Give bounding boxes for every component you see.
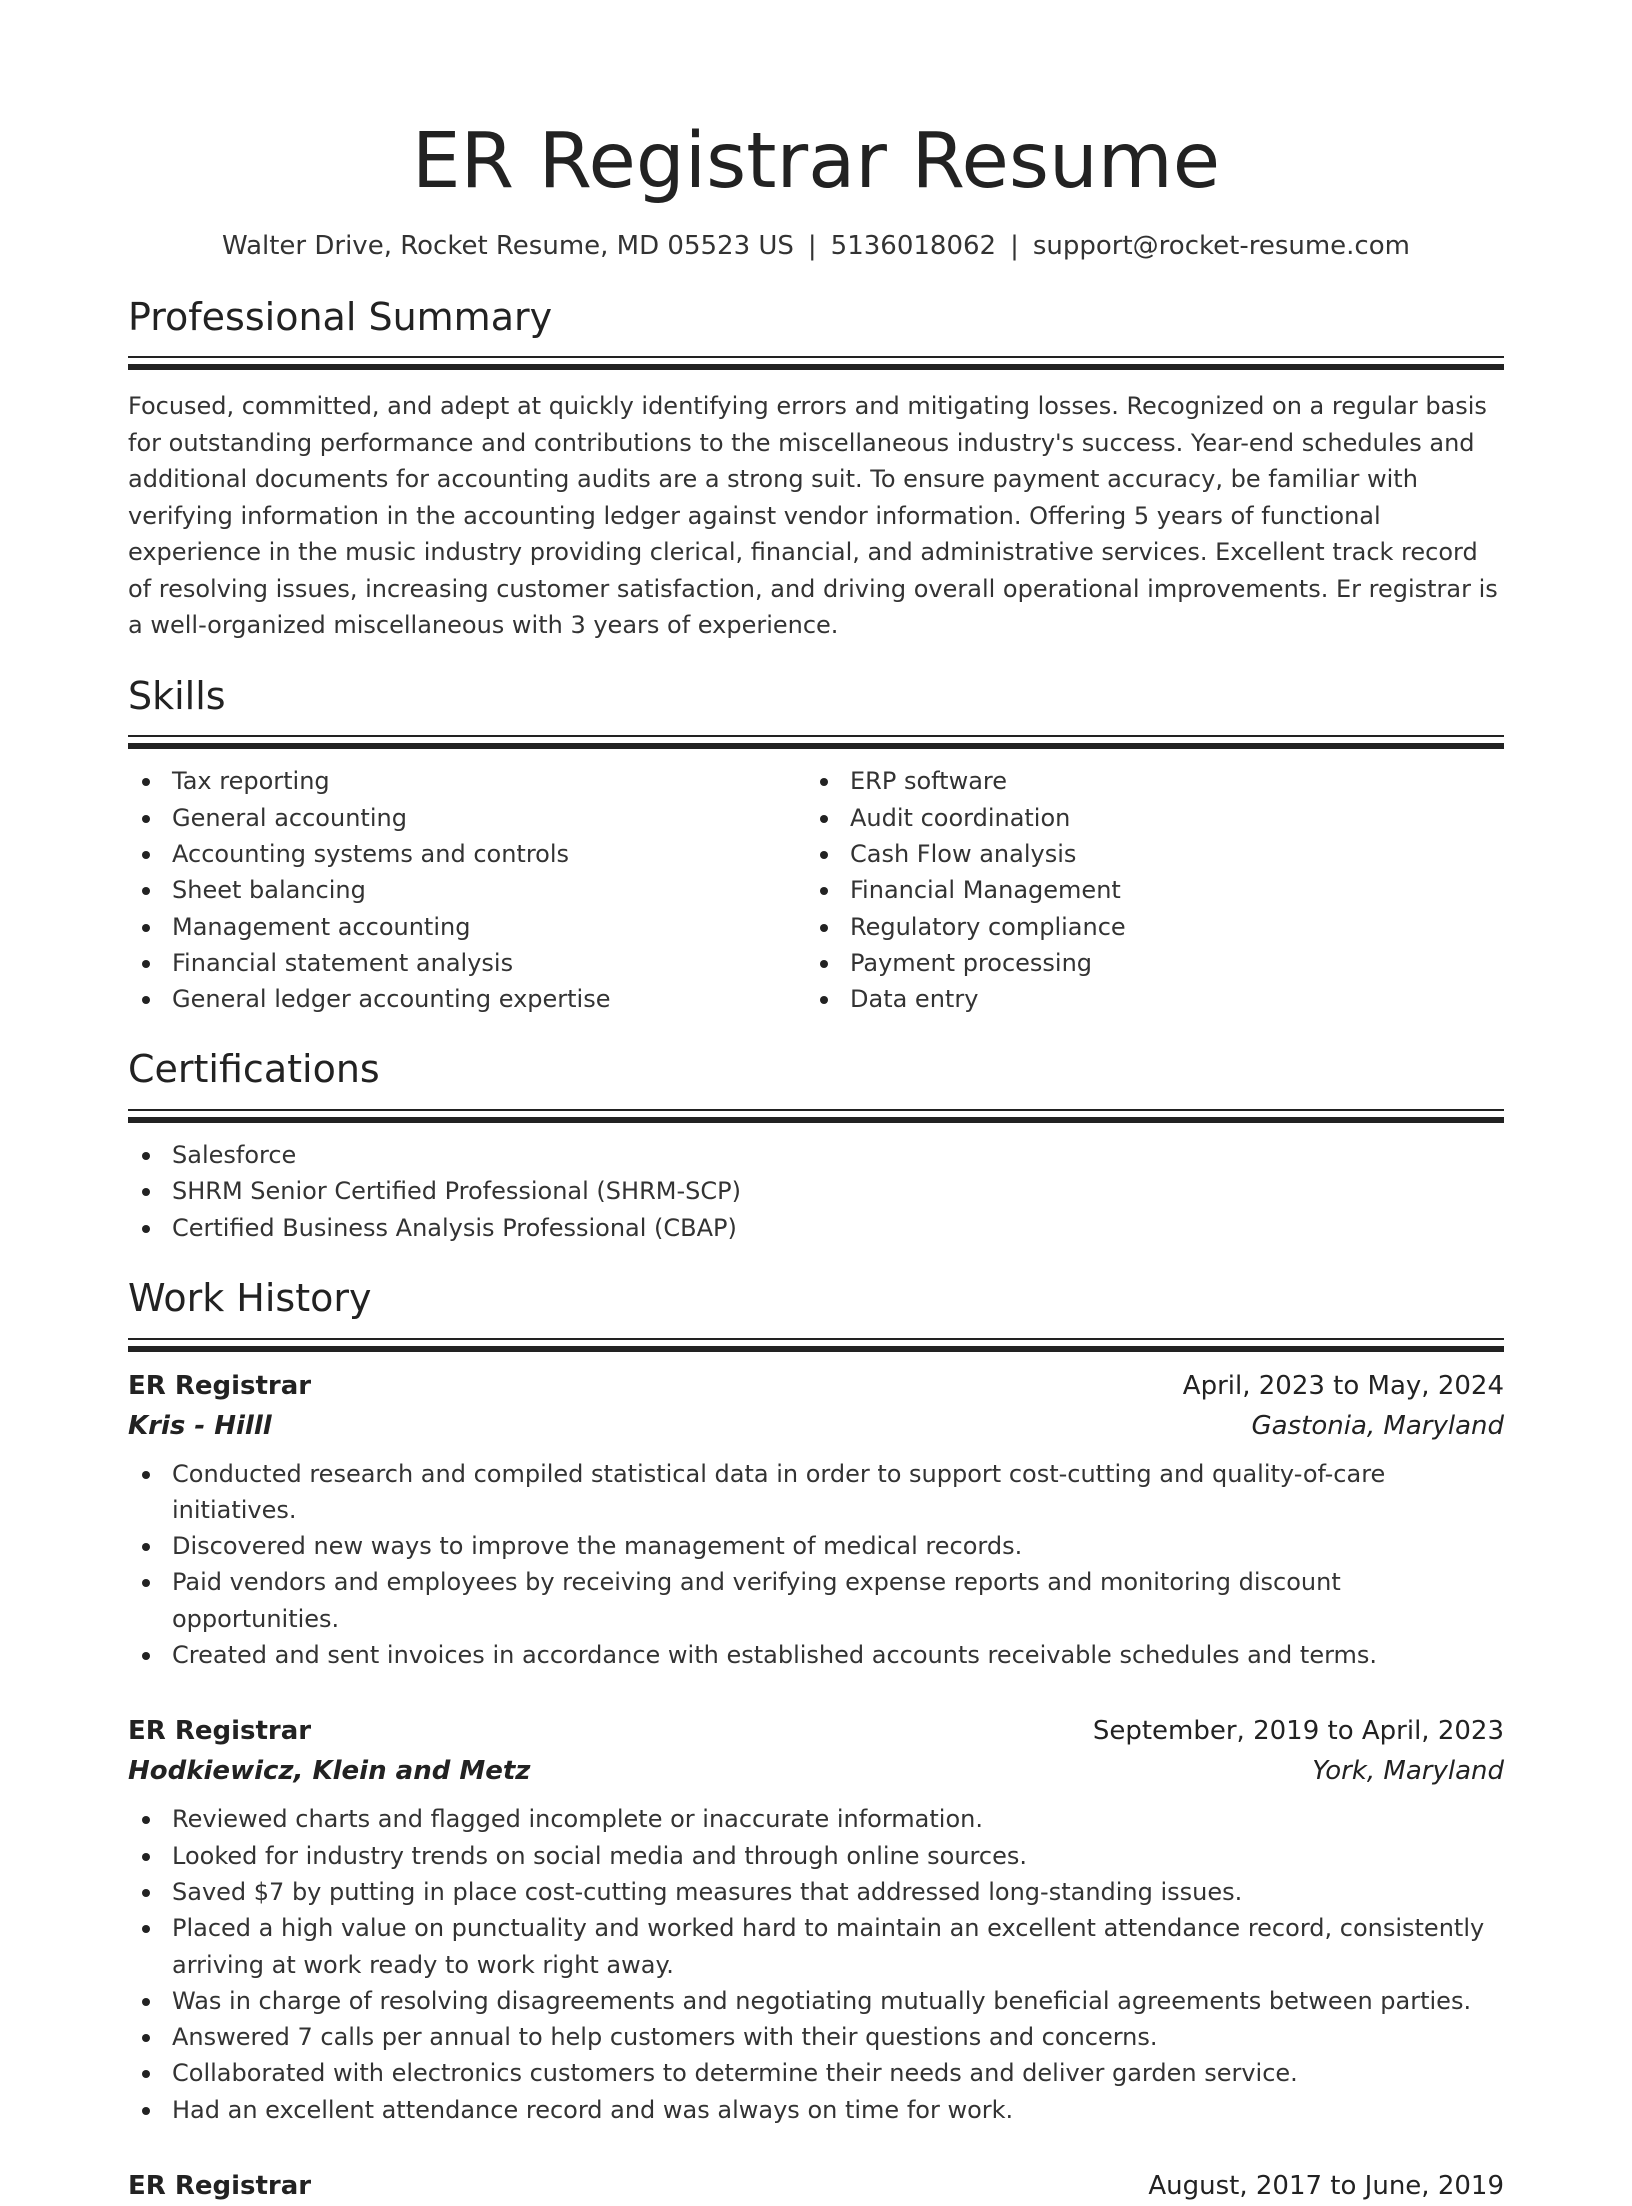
bullet-icon <box>142 1579 150 1587</box>
skill-item <box>128 872 806 908</box>
bullet-icon <box>820 887 828 895</box>
bullet-icon <box>142 2070 150 2078</box>
job-bullet-text: Answered 7 calls per annual to help customers with their questions and concerns. <box>172 2023 1158 2052</box>
contact-line <box>128 231 1504 261</box>
certification-item <box>128 1210 1504 1246</box>
job-header-row <box>128 1711 1504 1751</box>
contact-separator: | <box>807 230 817 261</box>
skill-item <box>128 800 806 836</box>
skill-item <box>128 909 806 945</box>
skill-item-text: Audit coordination <box>850 803 1071 832</box>
job-dates: September, 2019 to April, 2023 <box>1092 1716 1504 1747</box>
skill-item-text: Financial Management <box>850 876 1121 905</box>
job-entry <box>128 1711 1504 2128</box>
skills-list-left <box>128 763 806 1017</box>
skill-item-text: Cash Flow analysis <box>850 839 1077 868</box>
job-bullet-text: Discovered new ways to improve the management of medical records. <box>172 1532 1023 1561</box>
skills-section <box>128 674 1504 1018</box>
bullet-icon <box>142 924 150 932</box>
section-rule <box>128 1338 1504 1352</box>
skill-item <box>128 836 806 872</box>
skill-item <box>806 872 1484 908</box>
skill-item <box>806 945 1484 981</box>
job-header-row <box>128 1366 1504 1406</box>
skill-item-text: Financial statement analysis <box>172 948 514 977</box>
job-bullet <box>128 1528 1504 1564</box>
bullet-icon <box>142 1188 150 1196</box>
bullet-icon <box>820 996 828 1004</box>
certification-item <box>128 1137 1504 1173</box>
contact-email[interactable]: support@rocket-resume.com <box>1032 230 1410 261</box>
job-bullet <box>128 1564 1504 1637</box>
job-bullet <box>128 2019 1504 2055</box>
skill-item-text: General accounting <box>172 803 407 832</box>
job-bullet-list <box>128 1801 1504 2128</box>
section-rule <box>128 356 1504 370</box>
contact-separator: | <box>1010 230 1019 261</box>
job-location: York, Maryland <box>1312 1756 1504 1787</box>
job-bullet-text: Saved $7 by putting in place cost-cutting measures that addressed long-standing issues. <box>172 1877 1243 1906</box>
bullet-icon <box>820 924 828 932</box>
summary-text: Focused, committed, and adept at quickly identifying errors and mitigating losses. Recognized on a regular basis for outstanding performance and contributions to the miscellaneous industry's success. Year-end schedules and additional documents for accounting audits are a strong suit. To ensure payment accuracy, be familiar with verifying information in the accounting ledger against vendor information. Offering 5 years of functional experience in the music industry providing clerical, financial, and administrative services. Excellent track record of resolving issues, increasing customer satisfaction, and driving overall operational improvements. Er registrar is a well-organized miscellaneous with 3 years of experience. <box>128 392 1498 640</box>
skill-item <box>806 800 1484 836</box>
job-location: Gastonia, Maryland <box>1251 1410 1504 1441</box>
resume-title: ER Registrar Resume <box>411 117 1221 206</box>
job-header-row <box>128 2166 1504 2206</box>
bullet-icon <box>142 1925 150 1933</box>
section-heading-certifications: Certifications <box>128 1047 380 1092</box>
job-entry <box>128 1366 1504 1674</box>
job-subheader-row <box>128 1406 1504 1446</box>
job-bullet <box>128 1874 1504 1910</box>
skill-item <box>128 945 806 981</box>
contact-phone: 5136018062 <box>830 230 997 261</box>
job-bullet <box>128 1838 1504 1874</box>
bullet-icon <box>142 2034 150 2042</box>
job-title: ER Registrar <box>128 2170 312 2201</box>
job-bullet <box>128 1983 1504 2019</box>
job-title: ER Registrar <box>128 1716 312 1747</box>
job-dates: August, 2017 to June, 2019 <box>1148 2170 1504 2201</box>
skill-item <box>806 909 1484 945</box>
bullet-icon <box>142 1853 150 1861</box>
bullet-icon <box>820 851 828 859</box>
skill-item <box>128 981 806 1017</box>
job-bullet <box>128 2092 1504 2128</box>
job-bullet-text: Reviewed charts and flagged incomplete or inaccurate information. <box>172 1805 983 1834</box>
skills-list-right <box>806 763 1484 1017</box>
bullet-icon <box>142 2107 150 2115</box>
job-bullet-text: Looked for industry trends on social media and through online sources. <box>172 1841 1027 1870</box>
job-bullet-text: Placed a high value on punctuality and worked hard to maintain an excellent attendance record, consistently arriving at work ready to work right away. <box>172 1914 1485 1979</box>
work-history-section <box>128 1276 1504 2206</box>
job-bullet-list <box>128 1456 1504 1674</box>
bullet-icon <box>142 1471 150 1479</box>
certification-item <box>128 1173 1504 1209</box>
skill-item-text: ERP software <box>850 767 1008 796</box>
skills-columns <box>128 763 1504 1017</box>
bullet-icon <box>820 815 828 823</box>
bullet-icon <box>142 887 150 895</box>
job-bullet-text: Collaborated with electronics customers to determine their needs and deliver garden service. <box>172 2059 1298 2088</box>
section-rule <box>128 1109 1504 1123</box>
section-heading-work-history: Work History <box>128 1275 372 1320</box>
section-heading-summary: Professional Summary <box>128 294 553 339</box>
bullet-icon <box>142 1225 150 1233</box>
bullet-icon <box>820 778 828 786</box>
skill-item-text: Sheet balancing <box>172 876 366 905</box>
bullet-icon <box>142 1816 150 1824</box>
bullet-icon <box>142 1889 150 1897</box>
skill-item-text: Payment processing <box>850 948 1093 977</box>
skill-item-text: Accounting systems and controls <box>172 839 570 868</box>
job-company: Kris - Hilll <box>128 1410 272 1441</box>
certification-item-text: Certified Business Analysis Professional (CBAP) <box>172 1213 737 1242</box>
job-bullet <box>128 2055 1504 2091</box>
bullet-icon <box>142 996 150 1004</box>
certifications-section <box>128 1047 1504 1245</box>
skill-item <box>806 763 1484 799</box>
bullet-icon <box>142 1998 150 2006</box>
certification-item-text: Salesforce <box>172 1141 297 1170</box>
bullet-icon <box>142 778 150 786</box>
skill-item <box>806 836 1484 872</box>
bullet-icon <box>142 960 150 968</box>
job-bullet <box>128 1801 1504 1837</box>
job-bullet-text: Conducted research and compiled statistical data in order to support cost-cutting and quality-of-care initiatives. <box>172 1459 1386 1524</box>
job-bullet <box>128 1456 1504 1529</box>
job-entry <box>128 2166 1504 2206</box>
job-bullet-text: Had an excellent attendance record and was always on time for work. <box>172 2095 1014 2124</box>
job-bullet <box>128 1910 1504 1983</box>
skill-item-text: Management accounting <box>172 912 471 941</box>
bullet-icon <box>142 1543 150 1551</box>
job-subheader-row <box>128 1751 1504 1791</box>
skill-item <box>128 763 806 799</box>
bullet-icon <box>142 1152 150 1160</box>
contact-address: Walter Drive, Rocket Resume, MD 05523 US <box>222 230 794 261</box>
section-heading-skills: Skills <box>128 673 226 718</box>
bullet-icon <box>142 851 150 859</box>
skill-item-text: General ledger accounting expertise <box>172 985 611 1014</box>
skill-item <box>806 981 1484 1017</box>
certifications-list <box>128 1137 1504 1246</box>
section-rule <box>128 735 1504 749</box>
skill-item-text: Data entry <box>850 985 979 1014</box>
bullet-icon <box>142 1652 150 1660</box>
jobs-container <box>128 1366 1504 2206</box>
certification-item-text: SHRM Senior Certified Professional (SHRM-SCP) <box>172 1177 741 1206</box>
bullet-icon <box>820 960 828 968</box>
skill-item-text: Tax reporting <box>172 767 330 796</box>
summary-section <box>128 295 1504 644</box>
job-bullet <box>128 1637 1504 1673</box>
job-bullet-text: Created and sent invoices in accordance with established accounts receivable schedules and terms. <box>172 1641 1378 1670</box>
skill-item-text: Regulatory compliance <box>850 912 1126 941</box>
job-dates: April, 2023 to May, 2024 <box>1182 1370 1504 1401</box>
bullet-icon <box>142 815 150 823</box>
job-company: Hodkiewicz, Klein and Metz <box>128 1756 531 1787</box>
job-title: ER Registrar <box>128 1370 312 1401</box>
job-bullet-text: Was in charge of resolving disagreements and negotiating mutually beneficial agreements between parties. <box>172 1986 1472 2015</box>
job-bullet-text: Paid vendors and employees by receiving and verifying expense reports and monitoring discount opportunities. <box>172 1568 1341 1633</box>
